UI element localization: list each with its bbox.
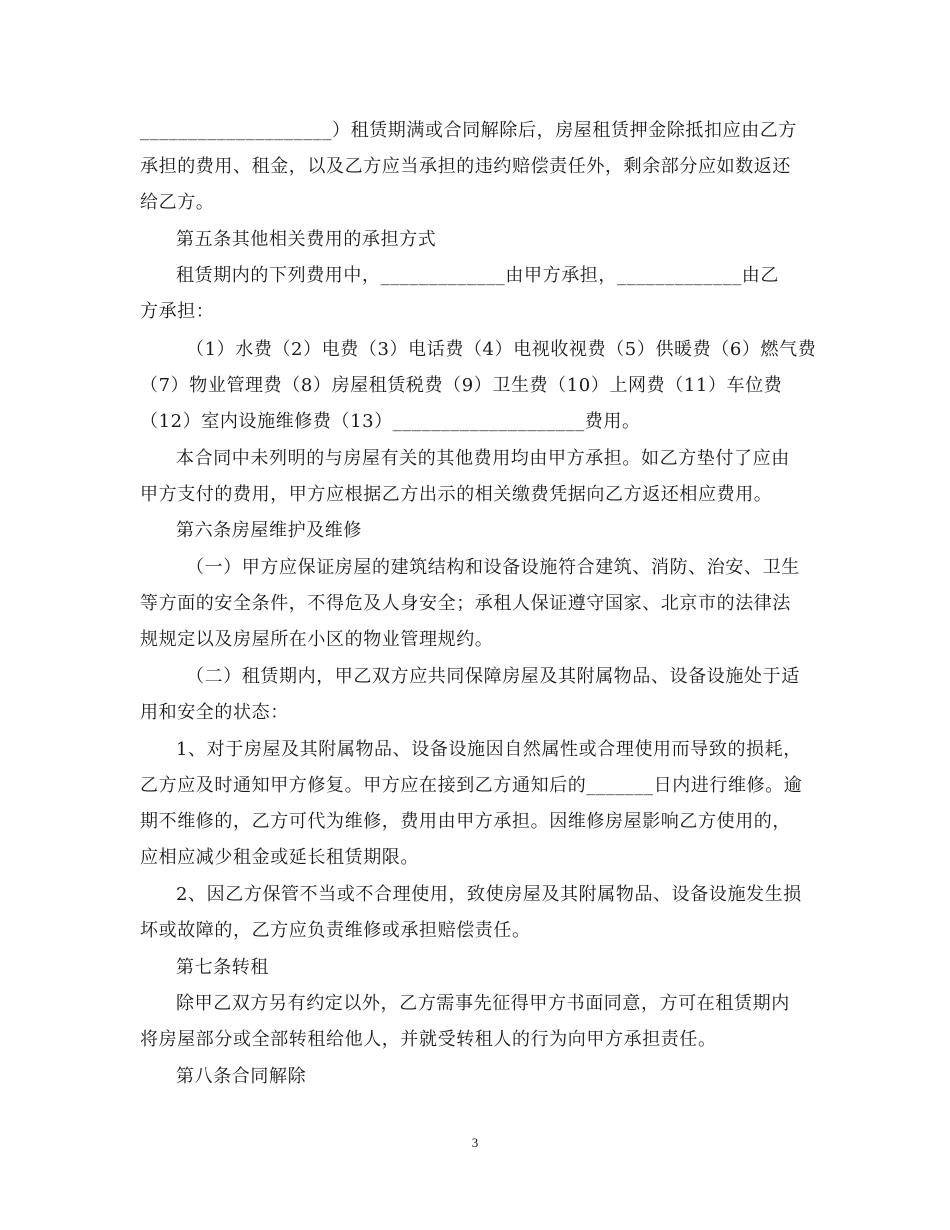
text-line: 1、对于房屋及其附属物品、设备设施因自然属性或合理使用而导致的损耗，: [176, 739, 802, 760]
text-line: 甲方支付的费用，甲方应根据乙方出示的相关缴费凭据向乙方返还相应费用。: [140, 484, 773, 505]
text-line: 应相应减少租金或延长租赁期限。: [140, 847, 419, 868]
text-line: 等方面的安全条件，不得危及人身安全；承租人保证遵守国家、北京市的法律法: [140, 593, 791, 614]
text-line: ____________________）租赁期满或合同解除后，房屋租赁押金除抵扣应由乙方: [140, 120, 797, 141]
section-heading-7: 第七条转租: [176, 957, 269, 978]
text-line: （一）甲方应保证房屋的建筑结构和设备设施符合建筑、消防、治安、卫生: [186, 557, 800, 578]
fee-list-line: （7）物业管理费（8）房屋租赁税费（9）卫生费（10）上网费（11）车位费: [140, 375, 783, 396]
fee-list-line: （12）室内设施维修费（13）____________________费用。: [140, 411, 641, 432]
fee-list-line: （1）水费（2）电费（3）电话费（4）电视收视费（5）供暖费（6）燃气费: [186, 339, 817, 360]
text-line: （二）租赁期内，甲乙双方应共同保障房屋及其附属物品、设备设施处于适: [186, 666, 800, 687]
text-line: 除甲乙双方另有约定以外，乙方需事先征得甲方书面同意，方可在租赁期内: [176, 993, 790, 1014]
text-line: 期不维修的，乙方可代为维修，费用由甲方承担。因维修房屋影响乙方使用的，: [140, 811, 791, 832]
section-heading-6: 第六条房屋维护及维修: [176, 520, 362, 541]
text-line: 本合同中未列明的与房屋有关的其他费用均由甲方承担。如乙方垫付了应由: [176, 448, 790, 469]
text-line: 方承担：: [140, 301, 215, 322]
section-heading-5: 第五条其他相关费用的承担方式: [176, 229, 437, 250]
text-line: 用和安全的状态：: [140, 702, 289, 723]
text-line: 乙方应及时通知甲方修复。甲方应在接到乙方通知后的_______日内进行维修。逾: [140, 775, 803, 796]
text-line: 给乙方。: [140, 192, 215, 213]
text-line: 租赁期内的下列费用中，_____________由甲方承担，_____________由乙: [176, 265, 779, 286]
text-line: 坏或故障的，乙方应负责维修或承担赔偿责任。: [140, 920, 531, 941]
page-number: 3: [471, 1135, 479, 1150]
section-heading-8: 第八条合同解除: [176, 1066, 307, 1087]
text-line: 规规定以及房屋所在小区的物业管理规约。: [140, 629, 494, 650]
text-line: 将房屋部分或全部转租给他人，并就受转租人的行为向甲方承担责任。: [140, 1029, 717, 1050]
text-line: 2、因乙方保管不当或不合理使用，致使房屋及其附属物品、设备设施发生损: [176, 884, 802, 905]
text-line: 承担的费用、租金，以及乙方应当承担的违约赔偿责任外，剩余部分应如数返还: [140, 156, 791, 177]
